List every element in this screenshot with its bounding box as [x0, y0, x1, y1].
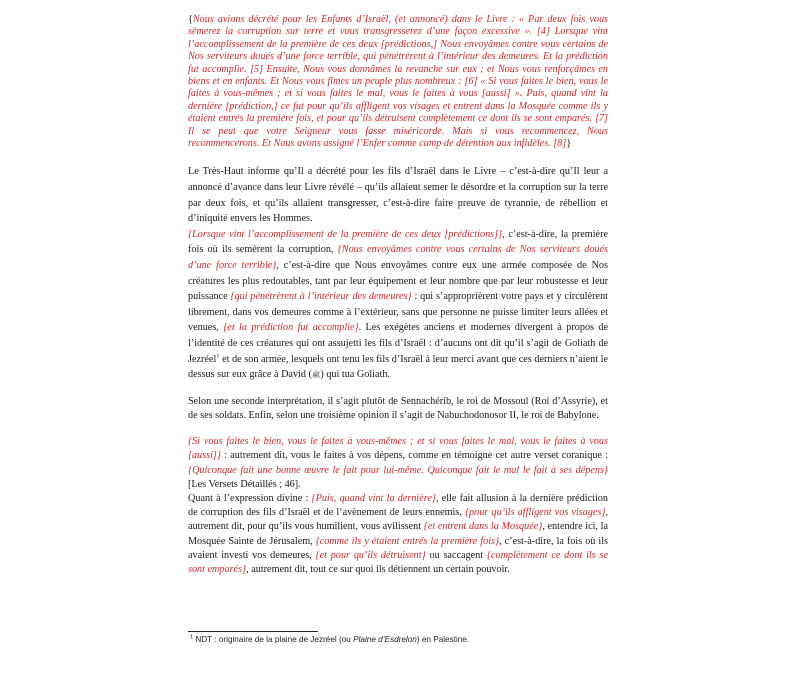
- quote: {Nous envoyâmes contre vous certains de Nos serviteurs doués d’une force terrible}: [188, 244, 608, 272]
- footnote-text: NDT : originaire de la plaine de Jezréel (ou: [193, 635, 354, 644]
- quote: {complètement ce dont ils se sont emparés}: [188, 549, 609, 576]
- commentary-text: , entendre ici, la Mosquée Sainte de Jérusalem,: [188, 521, 608, 547]
- quran-verse-block: [188, 14, 608, 150]
- quote: {et entrent dans la Mosquée}: [423, 521, 543, 533]
- quote: {Si vous faites le bien, vous le faites à vous-mêmes ; et si vous faites le mal, vous le faites à vous [aussi]}: [188, 436, 608, 462]
- page-body: [188, 14, 608, 577]
- footnote-marker[interactable]: 1: [216, 352, 220, 360]
- paragraph-5: [188, 492, 608, 577]
- verse-open-brace: {: [188, 14, 193, 25]
- commentary-text: : autrement dit, vous le faites à vos dépens, comme en témoigne cet autre verset coranique :: [220, 450, 608, 462]
- salutation-glyph: ﷺ: [311, 371, 321, 380]
- quote: {Quiconque fait une bonne œuvre le fait pour lui-même. Quiconque fait le mal le fait à ses dépens}: [188, 464, 608, 476]
- quote: {comme ils y étaient entrés la première fois}: [315, 535, 500, 547]
- commentary-text: . Les exégètes anciens et modernes divergent à propos de l’identité de ces créatures qui ont assujetti les fils d’Israël : d’aucuns ont dit qu’il s’agit de Goliath de Jezréel: [188, 322, 608, 365]
- paragraph-1-text: Le Très-Haut informe qu’Il a décrété pour les fils d’Israël dans le Livre – c’est-à-dire qu’Il leur a annoncé d’avance dans leur Livre révélé – qu’ils allaient semer le désordre et la corruption sur la terre par deux fois, et qu’ils allaient transgresser, c’est-à-dire faire preuve de tyrannie, de rébellion et d’iniquité envers les Hommes.: [188, 166, 608, 225]
- paragraph-1: [188, 164, 608, 226]
- quote: {et pour qu’ils détruisent}: [315, 549, 426, 561]
- commentary-text: , c’est-à-dire que Nous envoyâmes contre eux une armée composée de Nos créatures les plus redoutables, tant par leur équipement et leur nombre que par leur robustesse et leur puissance: [188, 260, 608, 303]
- footnote-text: ) en Palestine.: [416, 635, 470, 644]
- commentary-text: ou saccagent: [425, 549, 487, 561]
- commentary-text: , elle fait allusion à la dernière prédiction de corruption des fils d’Israël et de l’avènement de leurs ennemis,: [188, 493, 608, 519]
- commentary-text: , c’est-à-dire, la première fois où ils semèrent la corruption,: [188, 228, 608, 256]
- commentary-text: et de son armée, lesquels ont tenu les fils d’Israël à leur merci avant que ces derniers n’aient le dessus sur eux grâce à David (: [188, 353, 608, 381]
- paragraph-3: [188, 395, 608, 423]
- verse-close-brace: }: [566, 138, 572, 150]
- commentary-text: , autrement dit, tout ce sur quoi ils détiennent un certain pouvoir.: [246, 564, 510, 576]
- footnote: [190, 635, 469, 644]
- paragraph-2: [188, 227, 608, 384]
- footnote-divider: [188, 631, 318, 632]
- paragraph-4: [188, 435, 608, 492]
- commentary-text: : qui s’approprièrent votre pays et y circulèrent librement, dans vos demeures comme à l’extérieur, sans que personne ne puisse limiter leurs allées et venues,: [188, 291, 608, 334]
- quote: {Puis, quand vint la dernière}: [311, 493, 436, 504]
- commentary-text: , c’est-à-dire, la fois où ils avaient investi vos demeures,: [188, 535, 609, 561]
- quote: {pour qu’ils affligent vos visages}: [464, 507, 606, 519]
- quote: {qui pénétrèrent à l’intérieur des demeures}: [230, 291, 412, 303]
- footnote-number: 1: [190, 634, 194, 641]
- commentary-text: , autrement dit, pour qu’ils vous humilient, vous avilissent: [188, 507, 608, 533]
- quote: {et la prédiction fut accomplie}: [223, 322, 359, 334]
- commentary-text: [Les Versets Détaillés ; 46].: [188, 478, 301, 490]
- paragraph-3-text: Selon une seconde interprétation, il s’agit plutôt de Sennachérib, le roi de Mossoul (Roi d’Assyrie), et de ses soldats. Enfin, selon une troisième opinion il s’agit de Nabuchodonosor II, le roi de Babylone.: [188, 395, 608, 421]
- commentary-text: ) qui tua Goliath.: [320, 369, 390, 381]
- quote: {Lorsque vint l’accomplissement de la première de ces deux [prédictions]}: [188, 228, 503, 240]
- commentary-text: Quant à l’expression divine :: [188, 493, 312, 504]
- verse-text: Nous avions décrété pour les Enfants d’Israël, (et annoncé) dans le Livre : « Par deux fois vous sèmerez la corruption sur terre et vous transgresserez d’une façon excessive ». [4] Lorsque vint l’accomplissement de la première de ces deux [prédictions,] Nous envoyâmes contre vous certains de Nos serviteurs doués d’une force terrible, qui pénétrèrent à l’intérieur des demeures. Et la prédiction fut accomplie. [5] Ensuite, Nous vous donnâmes la revanche sur eux ; et Nous vous renforçâmes en biens et en enfants. Et Nous vous fîmes un peuple plus nombreux : [6] « Si vous faites le bien, vous le faites à vous-mêmes ; et si vous faites le mal, vous le faites à vous [aussi] ». Puis, quand vint la dernière [prédiction,] ce fut pour qu’ils affligent vos visages et entrent dans la Mosquée comme ils y étaient entrés la première fois, et pour qu’ils détruisent complètement ce dont ils se sont emparés. [7] Il se peut que votre Seigneur vous fasse miséricorde. Mais si vous recommencez, Nous recommencerons. Et Nous avons assigné l’Enfer comme camp de détention aux infidèles. [8]: [188, 14, 608, 150]
- footnote-italic-text: Plaine d’Esdrelon: [353, 635, 417, 644]
